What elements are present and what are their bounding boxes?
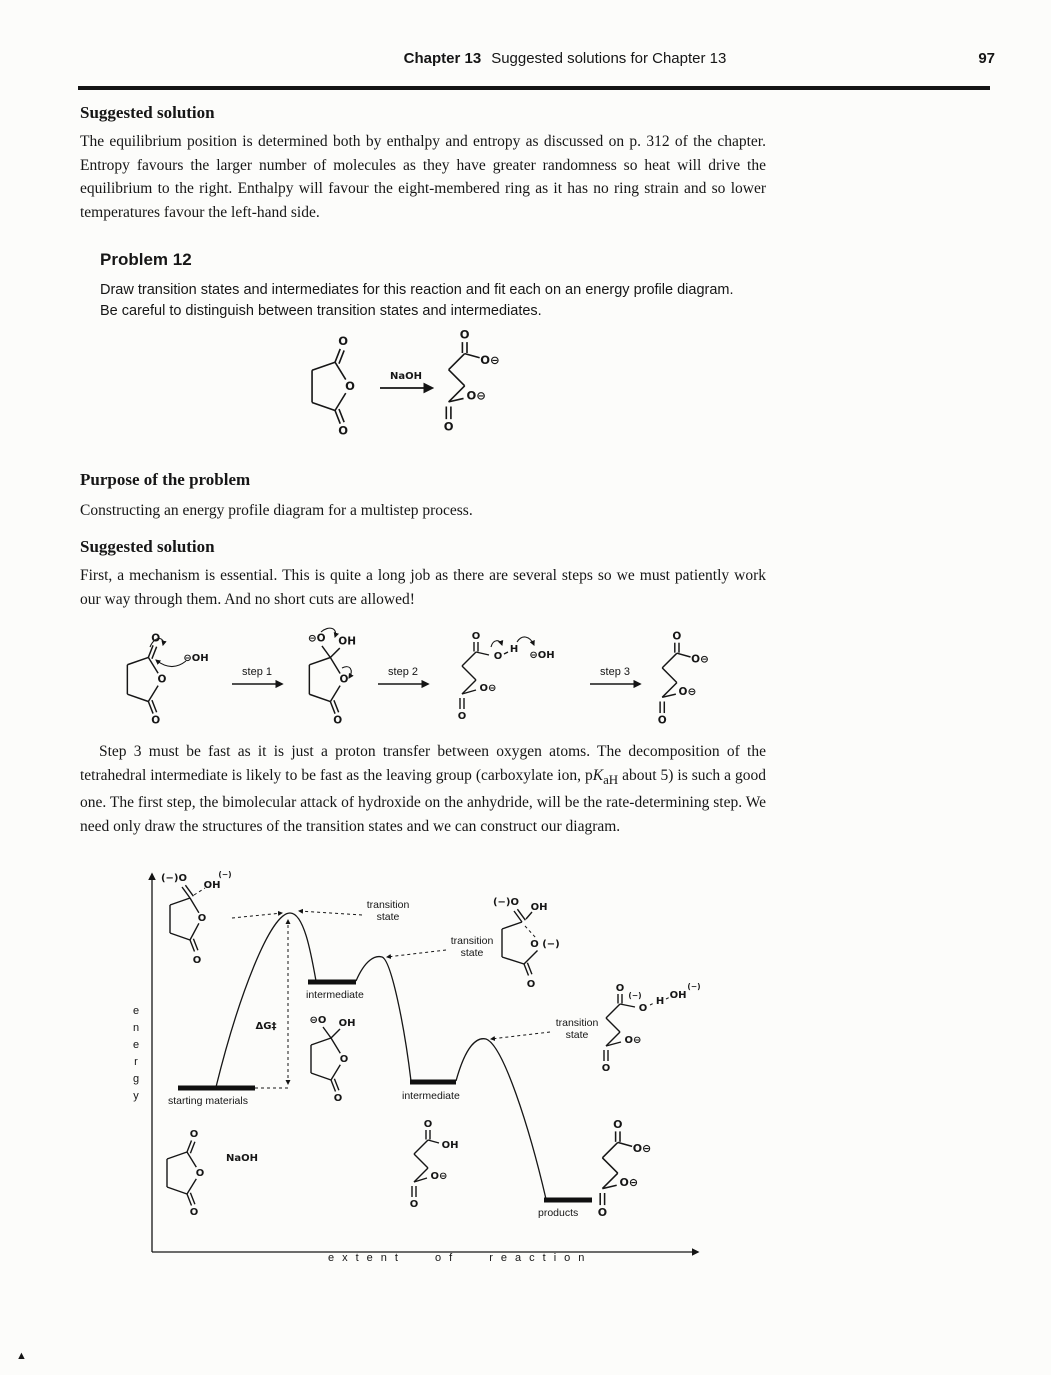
ts3-label-pointer xyxy=(491,1032,550,1039)
product-succinate-dianion xyxy=(444,328,500,434)
atom-H: H xyxy=(655,996,665,1007)
scan-artifact-mark: ▲ xyxy=(16,1350,27,1362)
page-number: 97 xyxy=(978,50,995,67)
step-3-arrow xyxy=(590,666,640,684)
atom-OH: OH xyxy=(203,880,221,891)
atom-partial-O: (−)O xyxy=(492,897,520,908)
ts1-structure-pointer xyxy=(232,913,282,918)
step-3-label: step 3 xyxy=(600,666,630,678)
atom-O-ring: O xyxy=(197,913,207,924)
heading-suggested-solution-1: Suggested solution xyxy=(80,103,215,122)
ts2-structure xyxy=(493,897,560,990)
intermediate-1-label: intermediate xyxy=(306,989,364,1001)
intermediate-1-structure xyxy=(310,1015,356,1104)
atom-hydroxide: ⊖OH xyxy=(529,650,555,661)
partial-bond xyxy=(525,926,536,938)
mechanism-structure-2 xyxy=(308,628,356,726)
atom-O-minus: O⊖ xyxy=(479,683,497,694)
ts1-structure xyxy=(161,870,232,966)
ts2-label-pointer xyxy=(387,950,446,957)
mechanism-structure-3 xyxy=(458,631,555,722)
header-rule xyxy=(78,86,990,90)
x-axis-label: extent of reaction xyxy=(328,1252,593,1264)
paragraph-solution-1: The equilibrium position is determined both by enthalpy and entropy as discussed on p. 312 of the chapter. Entropy favours the larger number of molecules as they have greater randomness so heat will drive the equilibrium to the right. Enthalpy will favour the eight-membered ring as it has no ring strain and so lower temperatures favour the left-hand side. xyxy=(80,133,766,221)
pk-symbol: K xyxy=(592,766,604,784)
energy-curve-1 xyxy=(216,913,316,1087)
mechanism-structure-1 xyxy=(127,633,208,727)
intermediate-2-label: intermediate xyxy=(402,1090,460,1102)
starting-anhydride-structure xyxy=(167,1129,204,1218)
paragraph-problem-12: Draw transition states and intermediates for this reaction and fit each on an energy profile diagram. Be careful to distinguish between transition states and intermediates. xyxy=(100,282,734,319)
delta-g-label: ΔG‡ xyxy=(255,1021,277,1032)
atom-O: O xyxy=(638,1003,648,1014)
ts1-label-line2: state xyxy=(376,911,400,923)
energy-curve-3 xyxy=(456,1039,546,1199)
chapter-label: Chapter 13 xyxy=(403,50,482,67)
pk-subscript: aH xyxy=(603,771,619,787)
atom-hydroxide: ⊖OH xyxy=(183,653,209,664)
intermediate-2-structure xyxy=(410,1119,459,1210)
atom-OH: OH xyxy=(530,902,548,913)
reactant-succinic-anhydride xyxy=(312,334,355,438)
running-header xyxy=(330,50,800,67)
succinic-anhydride xyxy=(127,633,166,727)
ts2-label-line2: state xyxy=(460,947,484,959)
step-2-arrow xyxy=(378,666,428,684)
paragraph-purpose: Constructing an energy profile diagram for a multistep process. xyxy=(80,502,473,519)
succinate-dianion xyxy=(444,328,500,434)
atom-partial-O: (−)O xyxy=(160,873,188,884)
atom-O-acid: O xyxy=(493,651,503,662)
products-structure xyxy=(598,1118,652,1219)
partial-bond xyxy=(650,1003,654,1005)
succinic-anhydride xyxy=(312,334,355,438)
reagent-label: NaOH xyxy=(390,371,422,382)
ts3-label-line2: state xyxy=(565,1029,589,1041)
starting-materials-label: starting materials xyxy=(168,1095,248,1107)
heading-problem-12: Problem 12 xyxy=(100,250,192,269)
ts1-label-line1: transition xyxy=(366,899,410,911)
step-1-label: step 1 xyxy=(242,666,272,678)
y-axis-label: energy xyxy=(130,1005,142,1107)
atom-H: H xyxy=(509,644,519,655)
atom-O-carbonyl: O xyxy=(457,711,467,722)
atom-O-leaving: O (−) xyxy=(530,939,560,950)
atom-O-carbonyl: O xyxy=(615,983,625,994)
atom-O-minus: O⊖ xyxy=(624,1035,642,1046)
products-label: products xyxy=(538,1207,579,1219)
discussion-text-2: about 5) is such a good one. The first step, the bimolecular attack of hydroxide on the anhydride, will be the rate-determining step. We need only draw the structures of the transition states and we can construct our diagram. xyxy=(80,766,766,835)
paragraph-discussion xyxy=(80,740,766,838)
tetrahedral-intermediate xyxy=(308,633,356,727)
reaction-arrow xyxy=(380,371,432,388)
step-2-label: step 2 xyxy=(388,666,418,678)
heading-suggested-solution-2: Suggested solution xyxy=(80,537,215,556)
curly-arrow xyxy=(517,637,534,645)
heading-purpose: Purpose of the problem xyxy=(80,470,251,489)
atom-O-carbonyl: O xyxy=(526,979,536,990)
discussion-text-1: Step 3 must be fast as it is just a proton transfer between oxygen atoms. The decomposition of the tetrahedral intermediate is likely to be fast as the leaving group (carboxylate ion, p xyxy=(80,743,766,784)
mechanism-structure-4 xyxy=(658,630,709,726)
partial-charge: (−) xyxy=(218,870,232,879)
bond-lines xyxy=(604,994,635,1061)
atom-O-carbonyl: O xyxy=(192,955,202,966)
ts1-label-pointer xyxy=(299,911,362,915)
ts3-label-line1: transition xyxy=(555,1017,599,1029)
ts2-label-line1: transition xyxy=(450,935,494,947)
partial-charge: (−) xyxy=(687,982,701,991)
step-1-arrow xyxy=(232,666,282,684)
energy-curve-2 xyxy=(356,957,411,1081)
atom-O-carbonyl: O xyxy=(601,1063,611,1074)
atom-OH: OH xyxy=(669,990,687,1001)
succinate-dianion xyxy=(658,630,709,726)
naoh-label: NaOH xyxy=(226,1153,258,1164)
reaction-scheme xyxy=(292,316,522,456)
atom-O-carbonyl: O xyxy=(471,631,481,642)
ts3-structure xyxy=(602,982,701,1074)
chapter-title: Suggested solutions for Chapter 13 xyxy=(491,50,727,67)
paragraph-solution-2: First, a mechanism is essential. This is quite a long job as there are several steps so we must patiently work our way through them. And no short cuts are allowed! xyxy=(80,567,766,608)
partial-charge: (−) xyxy=(628,991,642,1000)
mechanism-scheme xyxy=(110,612,755,744)
curly-arrow xyxy=(491,641,502,647)
energy-profile-diagram xyxy=(120,858,910,1262)
curly-arrow xyxy=(156,660,186,667)
